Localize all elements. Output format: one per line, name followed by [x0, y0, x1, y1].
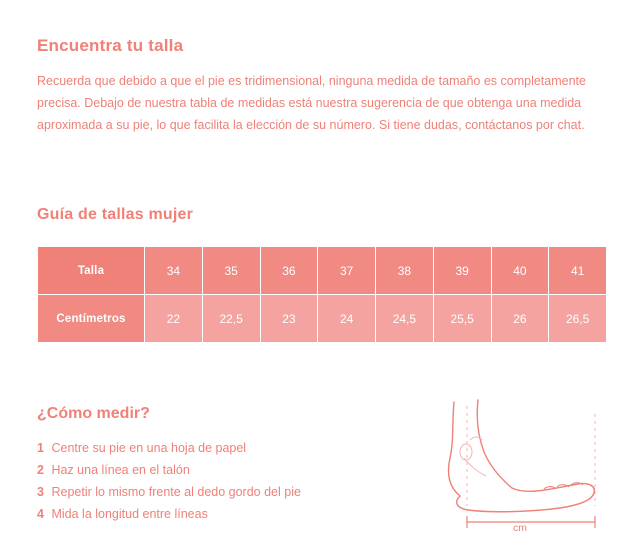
intro-section — [37, 36, 597, 136]
step-text: Mida la longitud entre líneas — [51, 507, 208, 521]
size-guide-title: Guía de tallas mujer — [37, 206, 194, 223]
step-text: Repetir lo mismo frente al dedo gordo del pie — [51, 485, 301, 499]
measure-steps-list — [37, 437, 417, 525]
table-cell-size: 41 — [549, 247, 607, 295]
table-cell-cm: 23 — [260, 295, 318, 343]
size-guide-section — [37, 206, 607, 343]
table-row-centimeters — [38, 295, 607, 343]
table-cell-size: 36 — [260, 247, 318, 295]
table-cell-size: 34 — [145, 247, 203, 295]
measure-unit-label: cm — [513, 522, 527, 534]
table-row-header-talla: Talla — [38, 247, 145, 295]
table-cell-cm: 24 — [318, 295, 376, 343]
table-cell-size: 39 — [433, 247, 491, 295]
step-number: 4 — [37, 507, 44, 521]
list-item — [37, 437, 417, 459]
step-text: Haz una línea en el talón — [51, 463, 190, 477]
step-text: Centre su pie en una hoja de papel — [51, 441, 247, 455]
table-cell-cm: 24,5 — [376, 295, 434, 343]
table-cell-cm: 22 — [145, 295, 203, 343]
intro-paragraph: Recuerda que debido a que el pie es tridimensional, ninguna medida de tamaño es completamente precisa. Debajo de nuestra tabla de medidas está nuestra sugerencia de que obtenga una medida aproximada a su pie, lo que facilita la elección de su número. Si tiene dudas, contáctanos por chat. — [37, 74, 586, 132]
table-cell-size: 38 — [376, 247, 434, 295]
step-number: 3 — [37, 485, 44, 499]
table-row-header-centimetros: Centímetros — [38, 295, 145, 343]
table-cell-cm: 26 — [491, 295, 549, 343]
table-cell-cm: 25,5 — [433, 295, 491, 343]
table-cell-size: 37 — [318, 247, 376, 295]
table-cell-size: 40 — [491, 247, 549, 295]
step-number: 2 — [37, 463, 44, 477]
table-cell-cm: 26,5 — [549, 295, 607, 343]
how-to-measure-section — [37, 405, 417, 525]
list-item — [37, 503, 417, 525]
step-number: 1 — [37, 441, 44, 455]
size-table — [37, 246, 607, 343]
list-item — [37, 481, 417, 503]
table-row-sizes — [38, 247, 607, 295]
how-to-measure-title: ¿Cómo medir? — [37, 405, 150, 422]
foot-measure-illustration — [420, 396, 620, 541]
page-title: Encuentra tu talla — [37, 36, 184, 55]
table-cell-cm: 22,5 — [202, 295, 260, 343]
list-item — [37, 459, 417, 481]
table-cell-size: 35 — [202, 247, 260, 295]
